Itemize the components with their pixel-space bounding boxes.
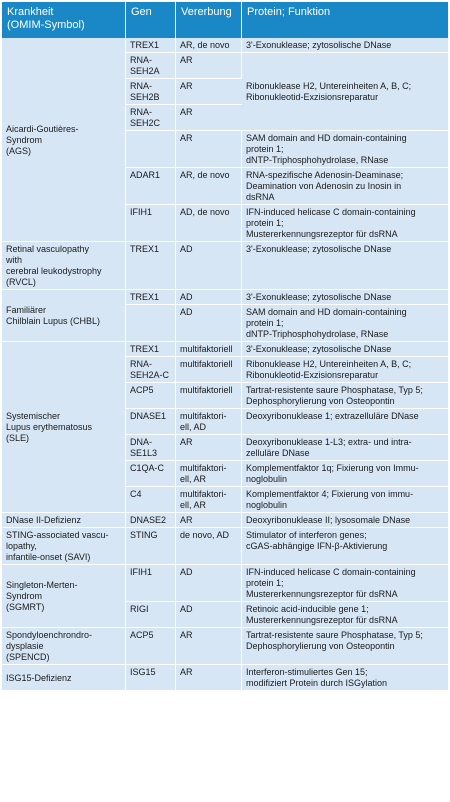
gene-cell: ADAR1 <box>126 168 176 205</box>
gene-cell: C1QA-C <box>126 461 176 487</box>
inheritance-cell: AD <box>176 565 242 602</box>
protein-cell: 3'-Exonuklease; zytosolische DNase <box>242 342 448 357</box>
gene-cell: C4 <box>126 487 176 513</box>
header-protein-funktion: Protein; Funktion <box>242 2 448 38</box>
inheritance-cell: AR <box>176 665 242 690</box>
gene-cell: DNASE1 <box>126 409 176 435</box>
gene-cell: RIGI <box>126 602 176 628</box>
protein-cell: SAM domain and HD domain-containing protein 1; dNTP-Triphosphohydrolase, RNase <box>242 131 448 168</box>
table-row <box>2 528 448 565</box>
disease-chbl: Familiärer Chilblain Lupus (CHBL) <box>2 290 126 342</box>
inheritance-cell: AR <box>176 513 242 528</box>
inheritance-cell: AD <box>176 305 242 342</box>
gene-cell: ISG15 <box>126 665 176 690</box>
inheritance-cell: de novo, AD <box>176 528 242 565</box>
table-row <box>2 565 448 602</box>
inheritance-cell: AR <box>176 105 242 131</box>
protein-cell: Tartrat-resistente saure Phosphatase, Typ 5; Dephosphorylierung von Osteopontin <box>242 628 448 665</box>
table-row <box>2 665 448 690</box>
gene-cell: RNA- SEH2B <box>126 79 176 105</box>
protein-cell: SAM domain and HD domain-containing protein 1; dNTP-Triphosphohydrolase, RNase <box>242 305 448 342</box>
inheritance-cell: multifaktoriell <box>176 383 242 409</box>
protein-cell: Ribonuklease H2, Untereinheiten A, B, C; Ribonukleotid-Exzisionsreparatur <box>242 53 448 131</box>
protein-cell: Deoxyribonuklease II; lysosomale DNase <box>242 513 448 528</box>
gene-cell <box>126 131 176 168</box>
disease-sle: Systemischer Lupus erythematosus (SLE) <box>2 342 126 513</box>
table-row <box>2 242 448 290</box>
header-gen: Gen <box>126 2 176 38</box>
inheritance-cell: AD, de novo <box>176 205 242 242</box>
protein-cell: Tartrat-resistente saure Phosphatase, Typ 5; Dephosphorylierung von Osteopontin <box>242 383 448 409</box>
disease-dnase2: DNase II-Defizienz <box>2 513 126 528</box>
gene-cell: ACP5 <box>126 628 176 665</box>
disease-gene-table <box>2 2 448 690</box>
protein-cell: Deoxyribonuklease 1; extrazelluläre DNase <box>242 409 448 435</box>
inheritance-cell: multifaktoriell <box>176 357 242 383</box>
inheritance-cell: AD <box>176 602 242 628</box>
inheritance-cell: multifaktori- ell, AR <box>176 461 242 487</box>
protein-cell: RNA-spezifische Adenosin-Deaminase; Deamination von Adenosin zu Inosin in dsRNA <box>242 168 448 205</box>
gene-cell: DNASE2 <box>126 513 176 528</box>
protein-cell: Komplementfaktor 4; Fixierung von immu- noglobulin <box>242 487 448 513</box>
disease-savi: STING-associated vascu- lopathy, infantile-onset (SAVI) <box>2 528 126 565</box>
table-header-row <box>2 2 448 38</box>
gene-cell: TREX1 <box>126 242 176 290</box>
inheritance-cell: AD <box>176 242 242 290</box>
inheritance-cell: AR <box>176 131 242 168</box>
inheritance-cell: multifaktoriell <box>176 342 242 357</box>
inheritance-cell: multifaktori- ell, AR <box>176 487 242 513</box>
protein-cell: Komplementfaktor 1q; Fixierung von Immu- noglobulin <box>242 461 448 487</box>
disease-ags: Aicardi-Goutières- Syndrom (AGS) <box>2 38 126 242</box>
gene-cell: TREX1 <box>126 290 176 305</box>
table-row <box>2 342 448 357</box>
inheritance-cell: AR <box>176 53 242 79</box>
gene-cell: ACP5 <box>126 383 176 409</box>
protein-cell: Retinoic acid-inducible gene 1; Mustererkennungsrezeptor für dsRNA <box>242 602 448 628</box>
protein-cell: IFN-induced helicase C domain-containing protein 1; Mustererkennungsrezeptor für dsRNA <box>242 205 448 242</box>
disease-sgmrt: Singleton-Merten- Syndrom (SGMRT) <box>2 565 126 628</box>
gene-cell: IFIH1 <box>126 565 176 602</box>
header-vererbung: Vererbung <box>176 2 242 38</box>
gene-cell: TREX1 <box>126 342 176 357</box>
gene-cell: TREX1 <box>126 38 176 53</box>
inheritance-cell: AD <box>176 290 242 305</box>
protein-cell: IFN-induced helicase C domain-containing protein 1; Mustererkennungsrezeptor für dsRNA <box>242 565 448 602</box>
protein-cell: 3'-Exonuklease; zytosolische DNase <box>242 290 448 305</box>
protein-cell: Deoxyribonuklease 1-L3; extra- und intra- zelluläre DNase <box>242 435 448 461</box>
gene-cell: RNA- SEH2A-C <box>126 357 176 383</box>
protein-cell: Interferon-stimuliertes Gen 15; modifiziert Protein durch ISGylation <box>242 665 448 690</box>
gene-cell: RNA- SEH2C <box>126 105 176 131</box>
inheritance-cell: multifaktori- ell, AD <box>176 409 242 435</box>
disease-rvcl: Retinal vasculopathy with cerebral leukodystrophy (RVCL) <box>2 242 126 290</box>
protein-cell: 3'-Exonuklease; zytosolische DNase <box>242 242 448 290</box>
gene-cell: STING <box>126 528 176 565</box>
gene-cell: RNA- SEH2A <box>126 53 176 79</box>
protein-cell: 3'-Exonuklease; zytosolische DNase <box>242 38 448 53</box>
table-row <box>2 290 448 305</box>
inheritance-cell: AR, de novo <box>176 38 242 53</box>
disease-isg15: ISG15-Defizienz <box>2 665 126 690</box>
header-krankheit: Krankheit (OMIM-Symbol) <box>2 2 126 38</box>
disease-spencd: Spondyloenchrondro- dysplasie (SPENCD) <box>2 628 126 665</box>
table-row <box>2 38 448 53</box>
inheritance-cell: AR, de novo <box>176 168 242 205</box>
gene-cell <box>126 305 176 342</box>
inheritance-cell: AR <box>176 435 242 461</box>
gene-cell: DNA- SE1L3 <box>126 435 176 461</box>
protein-cell: Stimulator of interferon genes; cGAS-abhängige IFN-β-Aktivierung <box>242 528 448 565</box>
inheritance-cell: AR <box>176 628 242 665</box>
protein-cell: Ribonuklease H2, Untereinheiten A, B, C; Ribonukleotid-Exzisionsreparatur <box>242 357 448 383</box>
table-row <box>2 513 448 528</box>
table-row <box>2 628 448 665</box>
gene-cell: IFIH1 <box>126 205 176 242</box>
inheritance-cell: AR <box>176 79 242 105</box>
